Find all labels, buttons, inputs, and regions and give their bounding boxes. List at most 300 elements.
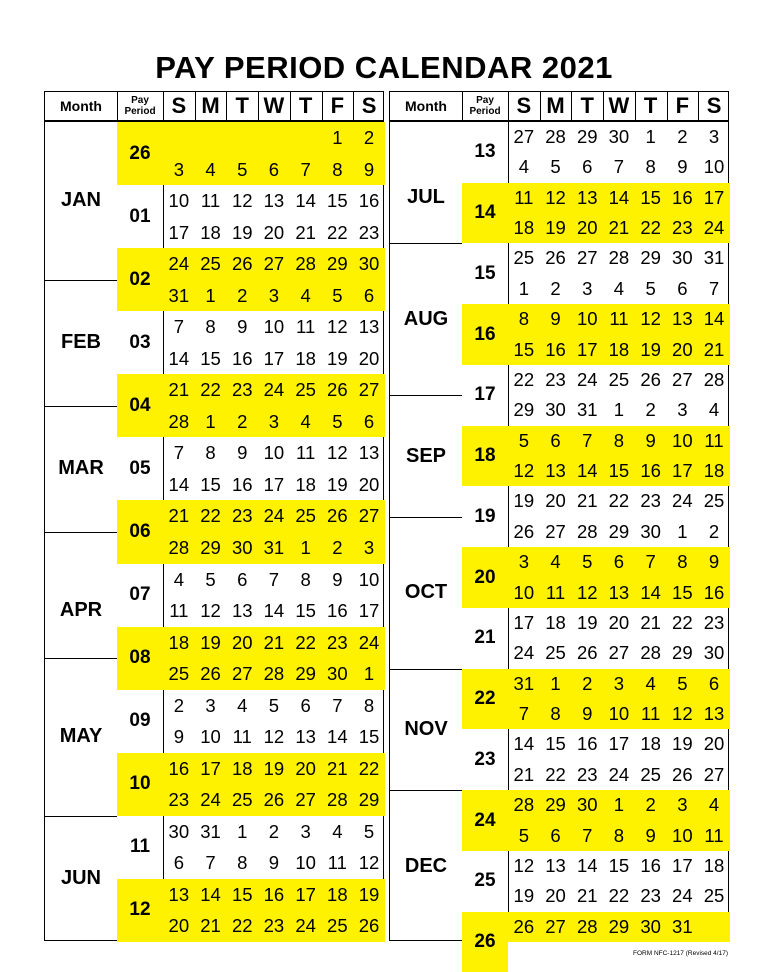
calendar-day: 25 [295,379,316,401]
calendar-day: 5 [268,694,280,716]
calendar-day: 14 [168,473,190,495]
calendar-day: 6 [677,277,688,299]
calendar-day: 29 [608,520,630,542]
weekday-header: S [361,93,377,118]
calendar-day: 25 [545,642,566,664]
pay-period-number: 09 [117,690,163,753]
calendar-day: 17 [513,611,535,633]
calendar-day: 4 [708,794,720,816]
weekday-header: S [516,93,532,118]
calendar-day: 7 [173,316,184,338]
calendar-day: 23 [576,763,598,785]
calendar-day: 9 [582,703,593,725]
month-label: FEB [61,331,101,354]
calendar-day: 11 [704,824,724,846]
calendar-day: 11 [327,852,347,874]
calendar-day: 1 [205,284,216,306]
calendar-day: 24 [263,379,285,401]
calendar-day: 14 [168,347,190,369]
calendar-day: 17 [295,883,316,905]
calendar-day: 21 [576,490,598,512]
calendar-day: 20 [168,915,190,937]
calendar-day: 7 [268,568,280,590]
calendar-day: 14 [576,854,598,876]
calendar-day: 25 [295,505,316,527]
calendar-day: 22 [513,368,535,390]
calendar-day: 27 [358,505,380,527]
calendar-day: 16 [231,347,253,369]
calendar-day: 1 [645,126,656,147]
month-label: NOV [404,717,448,740]
calendar-day: 13 [608,581,630,603]
calendar-day: 24 [200,789,221,811]
calendar-day: 14 [703,308,725,330]
calendar-day: 23 [358,221,380,243]
pay-period-number: 14 [462,183,508,244]
calendar-day: 26 [263,789,285,811]
calendar-day: 23 [231,379,253,401]
calendar-day: 15 [513,338,535,360]
calendar-day: 2 [550,277,561,299]
calendar-day: 17 [672,460,693,482]
calendar-day: 17 [263,347,285,369]
calendar-day: 18 [168,631,190,653]
calendar-day: 3 [300,820,311,842]
calendar-day: 2 [677,126,688,147]
calendar-day: 30 [640,520,661,542]
calendar-day: 9 [550,308,561,330]
calendar-day: 16 [703,581,725,603]
calendar-day: 9 [268,852,280,874]
calendar-day: 16 [640,854,661,876]
calendar-day: 20 [231,631,253,653]
calendar-day: 4 [550,551,561,573]
calendar-day: 4 [205,158,216,180]
month-column-header: Month [405,98,447,114]
calendar-day: 8 [205,442,216,464]
calendar-day: 21 [327,757,348,779]
calendar-day: 9 [363,158,375,180]
calendar-day: 26 [358,915,380,937]
calendar-day: 11 [609,308,629,330]
weekday-header: T [298,93,313,118]
calendar-day: 28 [576,915,598,937]
calendar-day: 8 [613,429,625,451]
calendar-day: 4 [300,410,311,432]
calendar-day: 19 [576,611,598,633]
calendar-day: 26 [513,915,535,937]
pay-period-number: 01 [117,185,163,248]
calendar-day: 22 [672,611,693,633]
calendar-day: 19 [672,733,693,755]
calendar-day: 20 [703,733,725,755]
calendar-day: 10 [168,190,190,212]
calendar-day: 28 [327,789,348,811]
calendar-day: 20 [295,757,316,779]
calendar-day: 1 [237,820,248,842]
pay-period-number: 19 [462,486,508,547]
calendar-day: 1 [677,520,688,542]
calendar-day: 8 [332,158,343,180]
calendar-day: 1 [300,537,311,558]
calendar-day: 2 [708,520,720,542]
calendar-day: 16 [545,338,566,360]
calendar-day: 18 [545,611,566,633]
pay-period-number: 10 [117,753,163,816]
calendar-day: 30 [576,794,598,816]
page-title: PAY PERIOD CALENDAR 2021 [155,50,613,85]
calendar-day: 2 [268,820,280,842]
calendar-day: 11 [296,442,316,464]
calendar-day: 24 [608,763,630,785]
calendar-day: 21 [295,221,316,243]
calendar-day: 16 [640,460,661,482]
calendar-day: 15 [672,581,693,603]
calendar-day: 3 [613,672,625,694]
calendar-day: 13 [231,600,253,622]
weekday-header: T [580,93,594,118]
calendar-day: 11 [169,600,189,622]
calendar-day: 20 [358,473,380,495]
form-number: FORM NFC-1217 (Revised 4/17) [633,950,728,957]
calendar-day: 26 [327,379,348,401]
calendar-day: 26 [327,505,348,527]
calendar-day: 13 [168,883,190,905]
calendar-day: 4 [332,820,343,842]
calendar-day: 7 [332,694,343,716]
month-label: AUG [403,307,449,330]
calendar-day: 5 [677,672,688,694]
calendar-day: 26 [513,520,535,542]
calendar-day [258,122,290,154]
calendar-day: 23 [672,217,693,239]
calendar-day: 3 [677,794,688,816]
calendar-day: 22 [327,221,348,243]
calendar-day: 10 [576,308,598,330]
calendar-day: 6 [613,551,625,573]
calendar-day: 12 [200,600,221,622]
calendar-day: 29 [608,915,630,937]
calendar-day: 19 [200,631,221,653]
calendar-day: 4 [237,694,248,716]
calendar-day: 25 [513,247,535,269]
calendar-day: 29 [672,642,693,664]
calendar-day: 2 [173,694,184,716]
calendar-day: 15 [231,883,253,905]
calendar-day: 24 [295,915,316,937]
calendar-day: 17 [703,186,725,208]
calendar-day: 28 [168,537,190,558]
calendar-day: 16 [672,186,693,208]
calendar-day: 8 [550,703,561,725]
calendar-day: 18 [640,733,661,755]
month-label: DEC [404,854,448,877]
calendar-day: 15 [295,600,316,622]
calendar-day: 1 [205,410,216,432]
calendar-day: 15 [545,733,566,755]
calendar-day: 18 [703,460,725,482]
pay-period-number: 16 [462,304,508,365]
calendar-day: 24 [513,642,535,664]
calendar-day: 7 [205,852,216,874]
calendar-day: 15 [640,186,661,208]
calendar-day: 29 [640,247,661,269]
calendar-day: 28 [703,368,725,390]
calendar-day: 2 [363,127,375,148]
calendar-day: 25 [608,368,630,390]
calendar-day: 14 [295,190,316,212]
calendar-day: 19 [513,490,535,512]
calendar-day: 9 [645,429,656,451]
calendar-day: 20 [545,490,566,512]
calendar-day: 15 [608,854,630,876]
calendar-day: 20 [545,885,566,907]
calendar-day: 7 [173,442,184,464]
calendar-day: 8 [613,824,625,846]
calendar-day: 14 [513,733,535,755]
calendar-day: 21 [263,631,285,653]
calendar-day: 14 [576,460,598,482]
calendar-day: 10 [263,442,285,464]
calendar-day: 26 [200,663,221,685]
calendar-day: 19 [358,883,380,905]
calendar-day: 18 [327,883,348,905]
calendar-day: 12 [513,854,535,876]
calendar-day: 13 [703,703,725,725]
calendar-day: 7 [708,277,720,299]
calendar-day: 28 [576,520,598,542]
calendar-day: 30 [672,247,693,269]
calendar-day: 6 [582,156,593,178]
calendar-day: 27 [672,368,693,390]
calendar-day: 27 [703,763,725,785]
calendar-day: 28 [263,663,285,685]
calendar-day: 22 [200,505,221,527]
calendar-day: 16 [327,600,348,622]
calendar-day: 22 [608,885,630,907]
weekday-header: F [330,93,345,118]
weekday-header: W [263,93,285,118]
calendar-day: 7 [300,158,311,180]
calendar-day: 7 [613,156,625,178]
calendar-day: 21 [576,885,598,907]
weekday-header: M [546,93,565,118]
calendar-day: 1 [518,277,529,299]
month-label: MAY [59,725,103,748]
calendar-day: 26 [672,763,693,785]
calendar-day: 28 [513,794,535,816]
calendar-day [226,122,258,154]
calendar-day: 3 [205,694,216,716]
calendar-day: 21 [513,763,535,785]
month-label: APR [59,599,103,622]
calendar-day: 26 [640,368,661,390]
calendar-day: 3 [518,551,529,573]
calendar-day: 7 [645,551,656,573]
calendar-day: 26 [545,247,566,269]
calendar-day: 14 [263,600,285,622]
pay-period-number: 18 [462,426,508,487]
calendar-day: 16 [358,190,380,212]
calendar-day: 22 [295,631,316,653]
calendar-day: 1 [613,399,625,421]
calendar-day: 15 [200,347,221,369]
pay-period-number: 07 [117,564,163,627]
calendar-day: 18 [608,338,630,360]
calendar-day: 31 [263,537,285,558]
calendar-day: 19 [263,757,285,779]
calendar-day: 24 [168,253,190,275]
calendar-day: 8 [645,156,656,178]
calendar-day: 30 [640,915,661,937]
calendar-day: 16 [231,473,253,495]
calendar-day: 27 [545,915,566,937]
calendar-day: 20 [263,221,285,243]
calendar-day: 23 [168,789,190,811]
calendar-day: 29 [327,253,348,275]
calendar-day: 12 [672,703,693,725]
pay-period-number: 02 [117,248,163,311]
calendar-day: 13 [263,190,285,212]
weekday-header: F [675,93,690,118]
weekday-header: S [171,93,187,118]
calendar-day: 10 [295,852,316,874]
weekday-header: T [643,93,658,118]
calendar-day: 14 [327,726,348,748]
calendar-day: 15 [358,726,380,748]
pay-period-number: 06 [117,500,163,563]
calendar-day: 5 [237,158,248,180]
calendar-day: 11 [545,581,566,603]
calendar-day: 8 [205,316,216,338]
weekday-header: S [706,93,722,118]
month-label: MAR [58,457,104,480]
calendar-day: 23 [545,368,566,390]
calendar-day: 2 [237,410,248,432]
calendar-day: 29 [513,399,535,421]
calendar-day: 5 [645,277,656,299]
calendar-day: 24 [263,505,285,527]
pay-period-column-header: Pay Period [469,95,501,117]
calendar-day: 16 [576,733,598,755]
calendar-day: 6 [363,410,375,432]
calendar-day: 31 [703,247,725,269]
calendar-day: 10 [263,316,285,338]
calendar-day: 27 [231,663,253,685]
calendar-day: 31 [576,399,598,421]
calendar-day: 28 [295,253,316,275]
calendar-day: 8 [237,852,248,874]
calendar-day: 10 [608,703,630,725]
calendar-day: 21 [703,338,725,360]
pay-period-number: 22 [462,669,508,730]
month-label: JAN [60,189,101,212]
calendar-day: 25 [640,763,661,785]
calendar-day: 8 [300,568,311,590]
calendar-day: 13 [576,186,598,208]
calendar-day: 23 [327,631,348,653]
calendar-day [698,912,730,942]
calendar-day: 9 [237,442,248,464]
calendar-day: 30 [608,126,630,147]
pay-period-number: 12 [117,879,163,942]
calendar-day: 19 [231,221,253,243]
calendar-day: 9 [237,316,248,338]
pay-period-number: 04 [117,374,163,437]
calendar-day: 6 [237,568,248,590]
calendar-day: 24 [672,490,693,512]
calendar-day: 2 [645,794,656,816]
pay-period-number: 17 [462,365,508,426]
calendar-day: 5 [518,429,529,451]
calendar-day: 10 [672,429,693,451]
pay-period-number: 21 [462,608,508,669]
calendar-day: 12 [263,726,285,748]
calendar-day: 20 [672,338,693,360]
calendar-day: 29 [200,537,221,558]
calendar-day: 12 [358,852,380,874]
calendar-day: 23 [263,915,285,937]
calendar-day: 25 [327,915,348,937]
calendar-day: 24 [576,368,598,390]
calendar-day: 16 [168,757,190,779]
calendar-day: 6 [300,694,311,716]
calendar-day: 12 [327,316,348,338]
calendar-day: 4 [708,399,720,421]
calendar-day: 18 [295,473,316,495]
calendar-day: 28 [545,126,566,147]
calendar-day: 27 [263,253,285,275]
calendar-day: 30 [703,642,725,664]
pay-period-number: 20 [462,547,508,608]
calendar-day: 30 [545,399,566,421]
calendar-day: 27 [608,642,630,664]
pay-period-column-header: Pay Period [124,95,156,117]
calendar-day: 29 [545,794,566,816]
calendar-day: 27 [513,126,535,147]
calendar-day: 11 [704,429,724,451]
calendar-day: 9 [332,568,343,590]
calendar-day: 22 [231,915,253,937]
calendar-day: 13 [358,442,380,464]
calendar-day: 3 [363,537,375,558]
calendar-day: 2 [645,399,656,421]
calendar-day: 5 [332,284,343,306]
calendar-day: 7 [582,824,593,846]
calendar-day: 1 [363,663,375,685]
calendar-day: 28 [608,247,630,269]
calendar-day: 27 [358,379,380,401]
calendar-day: 20 [358,347,380,369]
pay-period-number: 26 [117,122,163,185]
pay-period-number: 23 [462,729,508,790]
calendar-day: 17 [608,733,630,755]
calendar-day: 23 [640,490,661,512]
calendar-day: 12 [513,460,535,482]
calendar-day: 3 [173,158,184,180]
calendar-day: 14 [200,883,221,905]
calendar-day: 28 [640,642,661,664]
calendar-day: 25 [200,253,221,275]
calendar-day: 19 [327,347,348,369]
calendar-day: 21 [640,611,661,633]
calendar-day: 11 [641,703,661,725]
calendar-day [290,122,322,154]
calendar-day: 27 [545,520,566,542]
calendar-day: 24 [358,631,380,653]
calendar-day: 17 [358,600,380,622]
month-label: JUL [407,186,445,209]
